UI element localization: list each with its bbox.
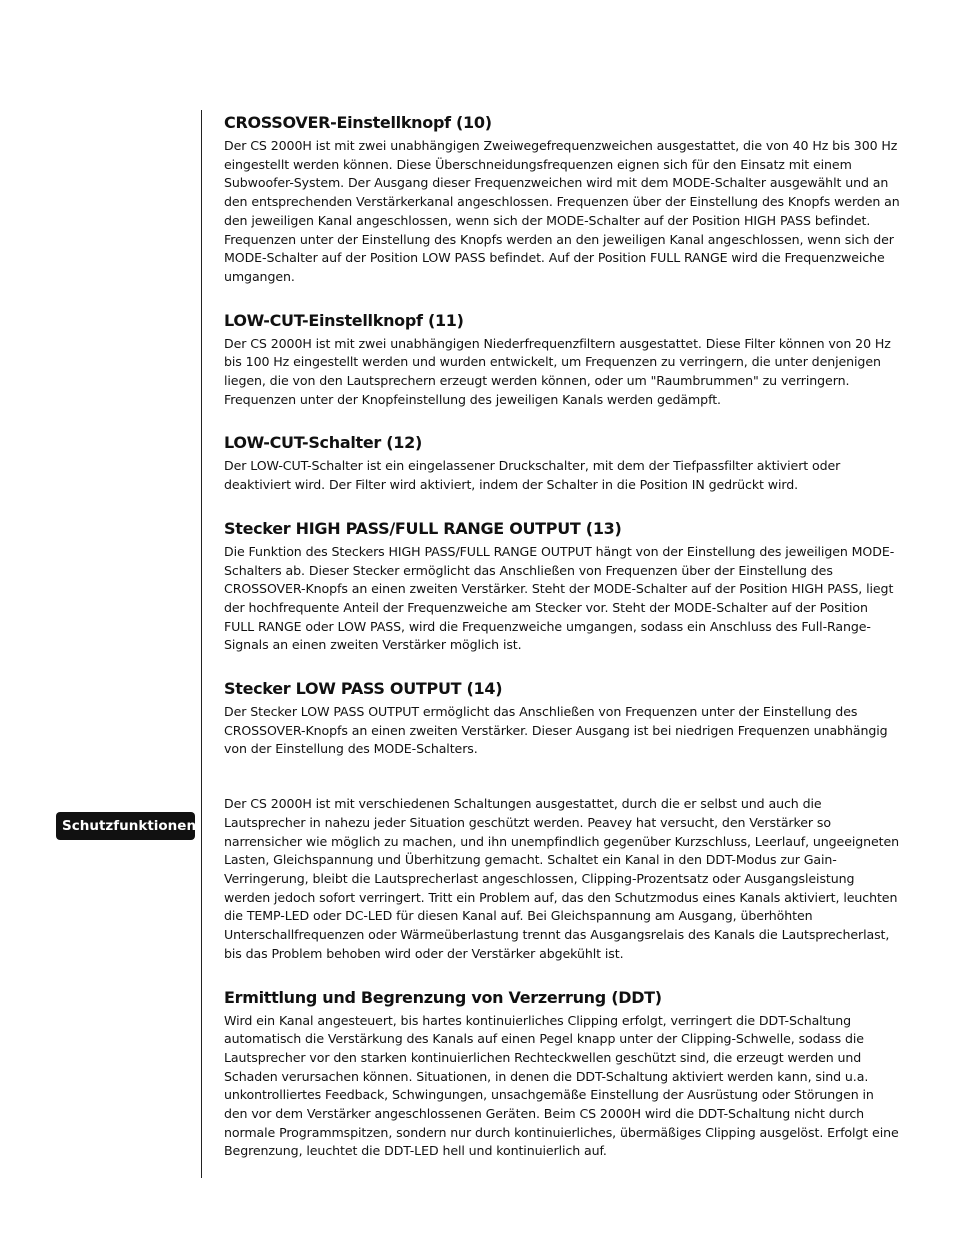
main-content (224, 112, 900, 1184)
section-heading: Ermittlung und Begrenzung von Verzerrung (DDT) (224, 987, 662, 1007)
section-heading: LOW-CUT-Einstellknopf (11) (224, 310, 464, 330)
section-crossover-knob (224, 112, 900, 287)
section-low-cut-switch (224, 432, 900, 494)
section-body: Der Stecker LOW PASS OUTPUT ermöglicht das Anschließen von Frequenzen unter der Einstellung des CROSSOVER-Knopfs an einen zweiten Verstärker. Dieser Ausgang ist bei niedrigen Frequenzen unabhängig von der Einstellung des MODE-Schalters. (224, 704, 888, 757)
section-body: Die Funktion des Steckers HIGH PASS/FULL RANGE OUTPUT hängt von der Einstellung des jeweiligen MODE-Schalters ab. Dieser Stecker ermöglicht das Anschließen von Frequenzen über der Einstellung des CROSSOVER-Knopfs an einen zweiten Verstärker. Steht der MODE-Schalter auf der Position HIGH PASS, liegt der hochfrequente Anteil der Frequenzweiche am Stecker vor. Steht der MODE-Schalter auf der Position FULL RANGE oder LOW PASS, wird die Frequenzweiche umgangen, sodass ein Anschluss des Full-Range-Signals an einen zweiten Verstärker möglich ist. (224, 543, 895, 653)
section-body: Der LOW-CUT-Schalter ist ein eingelassener Druckschalter, mit dem der Tiefpassfilter aktiviert oder deaktiviert wird. Der Filter wird aktiviert, indem der Schalter in die Position IN gedrückt wird. (224, 458, 841, 493)
section-body: Wird ein Kanal angesteuert, bis hartes kontinuierliches Clipping erfolgt, verringert die DDT-Schaltung automatisch die Verstärkung des Kanals auf einen Pegel knapp unter der Clipping-Schwelle, sodass die Lautsprecher vor den starken kontinuierlichen Rechteckwellen geschützt sind, die erzeugt werden und Schaden verursachen können. Situationen, in denen die DDT-Schaltung aktiviert werden kann, sind u.a. unkontrolliertes Feedback, Schwingungen, unsachgemäße Einstellung der Ausrüstung oder Störungen in den vor dem Verstärker angeschlossenen Geräten. Beim CS 2000H wird die DDT-Schaltung nicht durch normale Programmspitzen, sondern nur durch kontinuierliches, übermäßiges Clipping ausgelöst. Erfolgt eine Begrenzung, leuchtet die DDT-LED hell und kontinuierlich auf. (224, 1012, 899, 1159)
protection-body: Der CS 2000H ist mit verschiedenen Schaltungen ausgestattet, durch die er selbst und auch die Lautsprecher in nahezu jeder Situation geschützt werden. Peavey hat versucht, den Verstärker so narrensicher wie möglich zu machen, und ihn unempfindlich gegenüber Kurzschluss, Leerlauf, ungeeigneten Lasten, Gleichspannung und Überhitzung gemacht. Schaltet ein Kanal in den DDT-Modus zur Gain-Verringerung, bleibt die Lautsprecherlast angeschlossen, Clipping-Prozentsatz oder Ausgangsleistung werden jedoch sofort verringert. Tritt ein Problem auf, das den Schutzmodus eines Kanals aktiviert, leuchten die TEMP-LED oder DC-LED für diesen Kanal auf. Bei Gleichspannung am Ausgang, überhöhten Unterschallfrequenzen oder Wärmeüberlastung trennt das Ausgangsrelais des Kanals die Lautsprecherlast, bis das Problem behoben wird oder der Verstärker abgekühlt ist. (224, 796, 900, 961)
section-body: Der CS 2000H ist mit zwei unabhängigen Zweiwegefrequenzweichen ausgestattet, die von 40 Hz bis 300 Hz eingestellt werden können. Diese Überschneidungsfrequenzen eignen sich für den Einsatz mit einem Subwoofer-System. Der Ausgang dieser Frequenzweichen wird mit dem MODE-Schalter ausgewählt und an den entsprechenden Verstärkerkanal angeschlossen. Frequenzen über der Einstellung des Knopfs werden an den jeweiligen Kanal angeschlossen, wenn sich der MODE-Schalter auf der Position HIGH PASS befindet. Frequenzen unter der Einstellung des Knopfs werden an den jeweiligen Kanal angeschlossen, wenn sich der MODE-Schalter auf der Position LOW PASS befindet. Auf der Position FULL RANGE wird die Frequenzweiche umgangen. (224, 138, 900, 284)
sidebar-section-label: Schutzfunktionen (56, 812, 195, 840)
section-low-cut-knob (224, 310, 900, 410)
section-body: Der CS 2000H ist mit zwei unabhängigen Niederfrequenzfiltern ausgestattet. Diese Filter können von 20 Hz bis 100 Hz eingestellt werden und wurden entwickelt, um Frequenzen zu verringern, die unter denjenigen liegen, die von den Lautsprechern erzeugt werden können, oder um "Raumbrummen" zu verringern. Frequenzen unter der Knopfeinstellung des jeweiligen Kanals werden gedämpft. (224, 335, 891, 407)
vertical-divider (201, 110, 202, 1178)
section-ddt (224, 987, 900, 1162)
section-protection (224, 795, 900, 963)
section-low-pass-output (224, 678, 900, 759)
section-heading: CROSSOVER-Einstellknopf (10) (224, 113, 492, 132)
section-high-pass-output (224, 518, 900, 655)
section-heading: Stecker LOW PASS OUTPUT (14) (224, 679, 503, 699)
section-heading: Stecker HIGH PASS/FULL RANGE OUTPUT (13) (224, 518, 622, 538)
section-heading: LOW-CUT-Schalter (12) (224, 433, 422, 453)
